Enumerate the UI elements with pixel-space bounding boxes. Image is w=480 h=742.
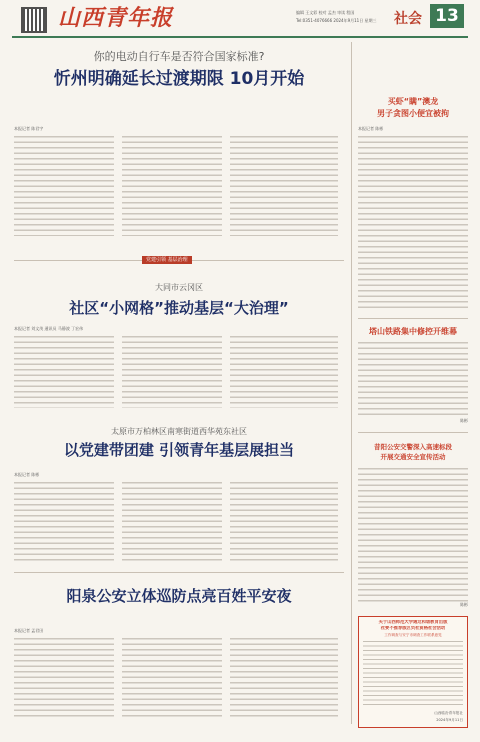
story4-body-col-3 xyxy=(230,638,338,720)
main-body-col-2 xyxy=(122,136,222,236)
story2-body-col-1 xyxy=(14,336,114,408)
side1-body xyxy=(358,136,468,312)
story2-byline: 本报记者 刘文茂 通讯员 马静波 丁宏伟 xyxy=(14,326,84,331)
banner-label: 党建引领 基层治理 xyxy=(142,256,192,264)
masthead-info-2: Tel:0351-4076666 2024年9月11日 星期三 xyxy=(296,18,377,23)
main-byline: 本报记者 陈君宇 xyxy=(14,126,44,131)
page-number-box xyxy=(430,4,464,28)
side-story-1 xyxy=(358,44,468,314)
masthead-info-1: 编辑 王文彩 校对 孟杰 审读 程国 xyxy=(296,10,355,15)
qr-code-icon xyxy=(21,7,47,33)
story-4 xyxy=(14,572,344,724)
story2-headline: 社区“小网格”推动基层“大治理” xyxy=(69,299,289,317)
story3-body-col-2 xyxy=(122,482,222,562)
story3-body-col-1 xyxy=(14,482,114,562)
side3-headline-1: 昔阳公安交警深入高速标段 xyxy=(374,443,452,451)
story4-byline: 本报记者 孟君田 xyxy=(14,628,44,633)
main-body-col-3 xyxy=(230,136,338,236)
main-body-col-1 xyxy=(14,136,114,236)
strip-banner xyxy=(14,254,344,268)
side3-headline-2: 开展交通安全宣传活动 xyxy=(380,453,446,461)
side1-headline-2: 男子贪图小便宜被拘 xyxy=(377,109,449,118)
story2-body-col-2 xyxy=(122,336,222,408)
side3-end-mark: 陈彬 xyxy=(460,602,468,607)
story3-kicker: 太原市万柏林区南寒街道西华苑东社区 xyxy=(111,427,247,436)
notice-signer: 山西临汾青年报社 xyxy=(434,711,463,715)
story2-kicker: 大同市云冈区 xyxy=(155,283,203,292)
story3-byline: 本报记者 陈彬 xyxy=(14,472,40,477)
story3-body-col-3 xyxy=(230,482,338,562)
notice-subhead: 工作调查与安宁市调查工作联系意见 xyxy=(384,633,442,637)
section-name: 社会 xyxy=(394,11,422,27)
story2-body-col-3 xyxy=(230,336,338,408)
story-2 xyxy=(14,270,344,414)
masthead xyxy=(0,0,480,42)
side-story-3 xyxy=(358,432,468,612)
main-kicker: 你的电动自行车是否符合国家标准? xyxy=(93,50,265,63)
story-3 xyxy=(14,416,344,566)
side2-rule xyxy=(358,318,468,319)
main-headline: 忻州明确延长过渡期限 10月开始 xyxy=(53,69,305,89)
side3-body xyxy=(358,468,468,602)
story4-body-col-1 xyxy=(14,638,114,720)
story3-headline: 以党建带团建 引领青年基层展担当 xyxy=(63,441,295,459)
story4-body-col-2 xyxy=(122,638,222,720)
column-divider xyxy=(351,42,352,724)
story4-top-rule xyxy=(14,572,344,573)
main-story xyxy=(14,44,344,246)
notice-date: 2024年9月11日 xyxy=(436,718,463,722)
story4-headline: 阳泉公安立体巡防点亮百姓平安夜 xyxy=(66,587,292,605)
notice-box xyxy=(358,616,468,728)
notice-body xyxy=(363,641,463,707)
masthead-logo: 山西青年报 xyxy=(58,5,174,31)
side1-headline-1: 买虾“瞒”澳龙 xyxy=(387,97,439,106)
side1-byline: 本报记者 陈彬 xyxy=(358,126,384,131)
masthead-rule xyxy=(12,36,468,38)
side2-headline: 塔山铁路集中修控开维幕 xyxy=(369,327,457,336)
side2-body xyxy=(358,342,468,418)
notice-title-2: 社要不推荐版区负社资格社会活动 xyxy=(380,626,446,631)
side3-rule xyxy=(358,432,468,433)
side2-end-mark: 陈彬 xyxy=(460,418,468,423)
side-story-2 xyxy=(358,318,468,428)
page-number: 13 xyxy=(435,6,459,26)
notice-title-1: 关于山西师范大学通过和谐教育出版 xyxy=(378,620,448,625)
